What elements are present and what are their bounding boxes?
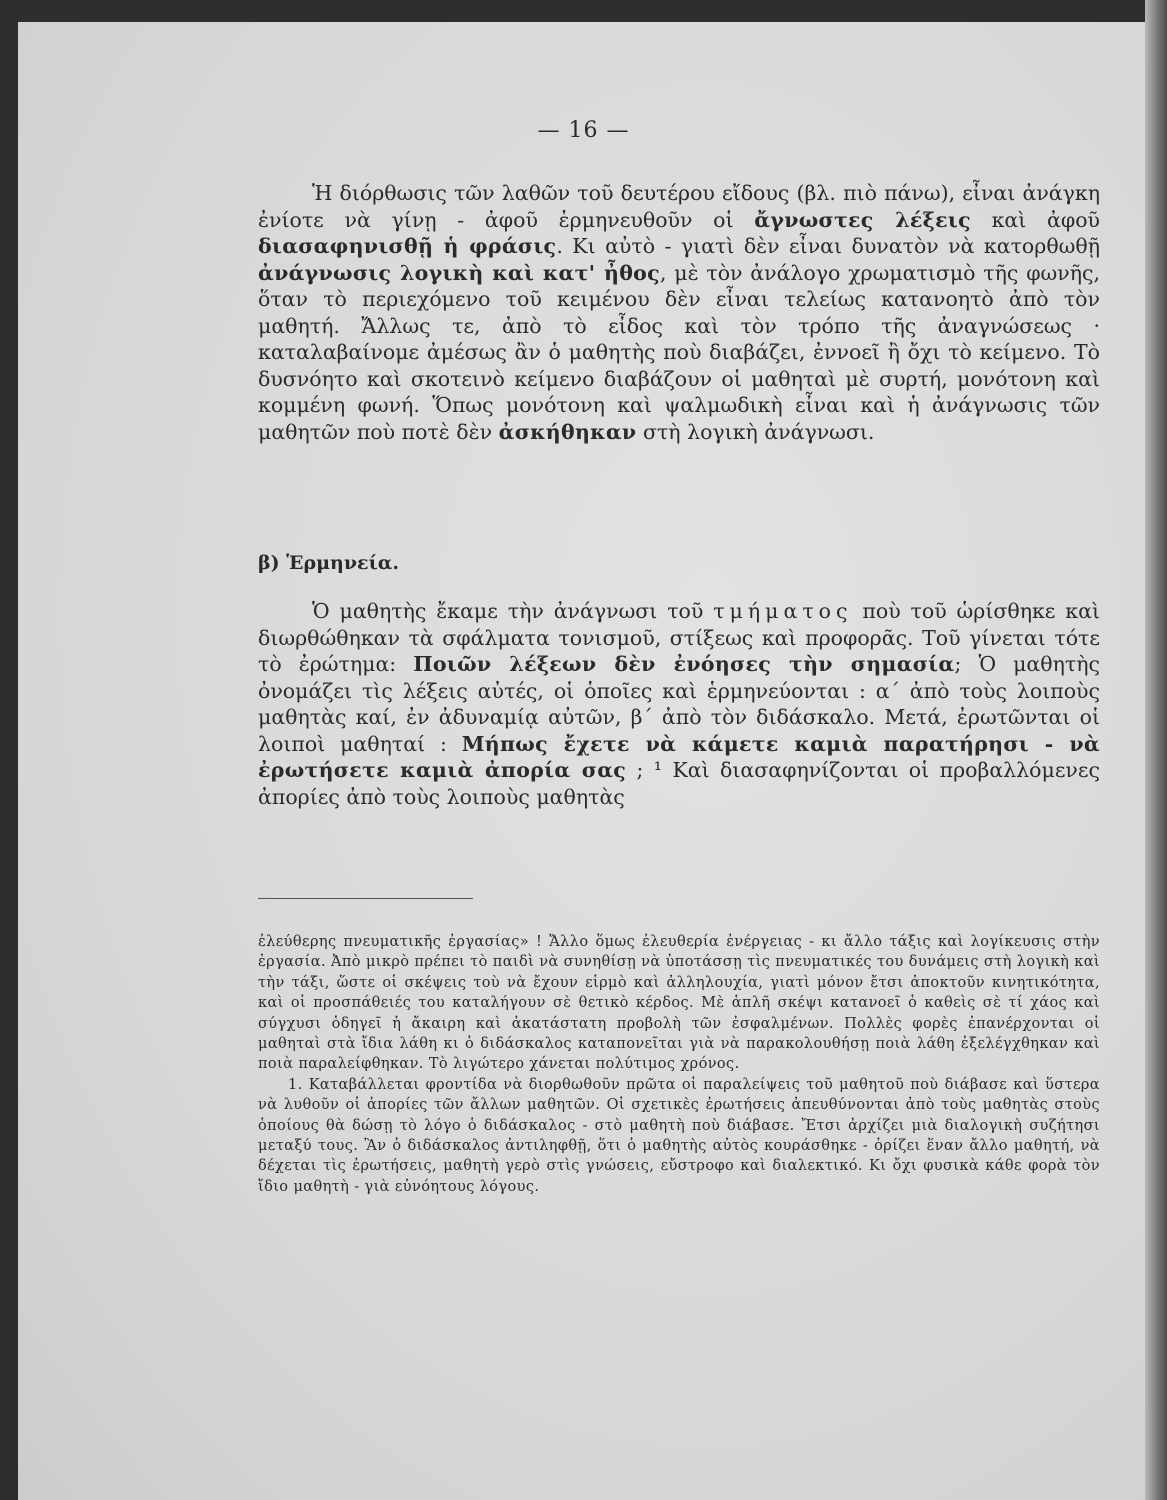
paragraph-error-correction: Ἡ διόρθωσις τῶν λαθῶν τοῦ δευτέρου εἴδους (βλ. πιὸ πάνω), εἶναι ἀνάγκη ἐνίοτε νὰ γίνῃ - ἀφοῦ ἑρμηνευθοῦν οἱ ἄγνωστες λέξεις καὶ ἀφοῦ διασαφηνισθῇ ἡ φράσις. Κι αὐτὸ - γιατὶ δὲν εἶναι δυνατὸν νὰ κατορθωθῇ ἀνάγνωσις λογικὴ καὶ κατ' ἦθος, μὲ τὸν ἀνάλογο χρωματισμὸ τῆς φωνῆς, ὅταν τὸ περιεχόμενο τοῦ κειμένου δὲν εἶναι τελείως κατανοητὸ ἀπὸ τὸν μαθητή. Ἄλλως τε, ἀπὸ τὸ εἶδος καὶ τὸν τρόπο τῆς ἀναγνώσεως · καταλαβαίνομε ἀμέσως ἂν ὁ μαθητὴς ποὺ διαβάζει, ἐννοεῖ ἢ ὄχι τὸ κείμενο. Τὸ δυσνόητο καὶ σκοτεινὸ κείμενο διαβάζουν οἱ μαθηταὶ μὲ συρτή, μονότονη καὶ κομμένη φωνή. Ὅπως μονότονη καὶ ψαλμωδικὴ εἶναι καὶ ἡ ἀνάγνωσις τῶν μαθητῶν ποὺ ποτὲ δὲν ἀσκήθηκαν στὴ λογικὴ ἀνάγνωσι. — [258, 181, 1101, 444]
footnote-continued: ἐλεύθερης πνευματικῆς ἐργασίας» ! Ἄλλο ὅμως ἐλευθερία ἐνέργειας - κι ἄλλο τάξις καὶ λογίκευσις στὴν ἐργασία. Ἀπὸ μικρὸ πρέπει τὸ παιδὶ νὰ συνηθίσῃ νὰ ὑποτάσσῃ τὶς πνευματικές του δυνάμεις στὴ λογικὴ καὶ τὴν τάξι, ὥστε οἱ σκέψεις τοὺ νὰ ἔχουν εἱρμὸ καὶ ἀλληλουχία, γιατὶ μόνον ἔτσι ἀποκτοῦν κινητικότητα, καὶ οἱ προσπάθειές του καταλήγουν σὲ θετικὸ κέρδος. Μὲ ἁπλῆ σκέψι κατανοεῖ ὁ καθεὶς σὲ τί χάος καὶ σύγχυσι ὁδηγεῖ ἡ ἄκαιρη καὶ ἀκατάστατη προβολὴ τῶν ἐσφαλμένων. Πολλὲς φορὲς ἐπανέρχονται οἱ μαθηταὶ στὰ ἴδια λάθη κι ὁ διδάσκαλος καταπονεῖται γιὰ νὰ παρακολουθήσῃ ποιὰ λάθη ἐξελέγχθηκαν καὶ ποιὰ παραλείφθηκαν. Τὸ λιγώτερο χάνεται πολύτιμος χρόνος. — [258, 934, 1100, 1073]
bold-term: διασαφηνισθῇ ἡ φράσις — [258, 234, 557, 258]
bold-question: Μήπως ἔχετε νὰ κάμετε καμιὰ παρατήρησι - νὰ ἐρωτήσετε καμιὰ ἀπορία σας — [258, 731, 1100, 782]
footnote-1: 1. Καταβάλλεται φροντίδα νὰ διορθωθοῦν πρῶτα οἱ παραλείψεις τοῦ μαθητοῦ ποὺ διάβασε καὶ ὕστερα νὰ λυθοῦν οἱ ἀπορίες τῶν ἄλλων μαθητῶν. Οἱ σχετικὲς ἐρωτήσεις ἀπευθύνονται ἀπὸ τοὺς μαθητὰς στοὺς ὁποίους θὰ δώσῃ τὸ λόγο ὁ διδάσκαλος - στὸ μαθητὴ ποὺ διάβασε. Ἔτσι ἀρχίζει μιὰ διαλογικὴ συζήτησι μεταξύ τους. Ἂν ὁ διδάσκαλος ἀντιληφθῇ, ὅτι ὁ μαθητὴς αὐτὸς κουράσθηκε - ὁρίζει ἕναν ἄλλο μαθητή, νὰ δέχεται τὶς ἐρωτήσεις, μαθητὴ γερὸ στὶς γνώσεις, εὔστροφο καὶ διαλεκτικό. Κι ὄχι φυσικὰ κάθε φορὰ τὸν ἴδιο μαθητὴ - γιὰ εὐνόητους λόγους. — [258, 1076, 1100, 1195]
paragraph-interpretation: Ὁ μαθητὴς ἔκαμε τὴν ἀνάγνωσι τοῦ τμήματος ποὺ τοῦ ὡρίσθηκε καὶ διωρθώθηκαν τὰ σφάλματα τονισμοῦ, στίξεως καὶ προφορᾶς. Τοῦ γίνεται τότε τὸ ἐρώτημα: Ποιῶν λέξεων δὲν ἐνόησες τὴν σημασία; Ὁ μαθητὴς ὀνομάζει τὶς λέξεις αὐτές, οἱ ὁποῖες καὶ ἑρμηνεύονται : α΄ ἀπὸ τοὺς λοιποὺς μαθητὰς καί, ἐν ἀδυναμίᾳ αὐτῶν, β΄ ἀπὸ τὸν διδάσκαλο. Μετά, ἐρωτῶνται οἱ λοιποὶ μαθηταί : Μήπως ἔχετε νὰ κάμετε καμιὰ παρατήρησι - νὰ ἐρωτήσετε καμιὰ ἀπορία σας ; ¹ Καὶ διασαφηνίζονται οἱ προβαλλόμενες ἀπορίες ἀπὸ τοὺς λοιποὺς μαθητὰς — [258, 599, 1100, 809]
page-number: — 16 — — [537, 118, 630, 143]
footnote-divider — [258, 898, 473, 899]
page-edge-shadow — [1145, 0, 1167, 1500]
bold-term: ἀσκήθηκαν — [498, 419, 637, 444]
bold-term: ἄγνωστες λέξεις — [754, 207, 971, 232]
bold-term: ἀνάγνωσις λογικὴ καὶ κατ' ἦθος — [258, 260, 660, 285]
spaced-term: τμήματος — [713, 599, 853, 623]
footnotes — [258, 932, 1100, 1197]
section-heading: β) Ἑρμηνεία. — [258, 552, 400, 574]
bold-question: Ποιῶν λέξεων δὲν ἐνόησες τὴν σημασία — [413, 652, 955, 676]
